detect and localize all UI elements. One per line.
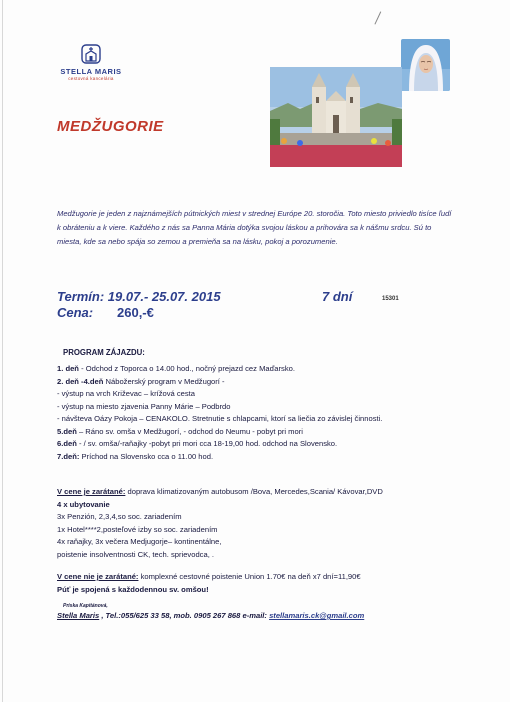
company-logo (56, 43, 126, 81)
price-excludes (57, 571, 477, 596)
excludes-text: komplexné cestovné poistenie Union 1.70€ na deň x7 dní=11,90€ (138, 572, 361, 581)
virgin-mary-photo (401, 39, 450, 91)
includes-text: doprava klimatizovaným autobusom /Bova, Mercedes,Scania/ Kávovar,DVD (125, 487, 383, 496)
logo-subtitle: cestovná kancelária (68, 76, 114, 81)
program-day: 2. deň -4.deň (57, 376, 104, 386)
program-text: - / sv. omša/-raňajky -pobyt pri mori cca 18-19,00 hod. odchod na Slovensko. (76, 439, 338, 448)
pen-mark (362, 5, 382, 24)
program-row (57, 401, 457, 414)
intro-paragraph: Medžugorie je jeden z najznámejších pútnických miest v strednej Európe 20. storočia. Toto miesto priviedlo tisíce ľudí k obráteniu a k viere. Každého z nás sa Panna Mária dotýka svojou láskou a prihovára sa k nášmu srdcu. Sú to miesta, kde sa nebo spája so zemou a premieňa sa na lásku, pokoj a porozumenie. (57, 209, 452, 246)
includes-line (57, 486, 477, 499)
price-includes (57, 486, 477, 561)
includes-item: 4x raňajky, 3x večera Medjugorje– kontinentálne, (57, 537, 222, 546)
program-row (57, 426, 457, 439)
church-emblem-icon (80, 43, 102, 65)
program-list (57, 363, 457, 463)
program-heading: PROGRAM ZÁJAZDU: (63, 348, 145, 357)
program-row (57, 388, 457, 401)
program-row (57, 413, 457, 426)
program-text: - návšteva Oázy Pokoja – CENAKOLO. Stretnutie s chlapcami, ktorí sa liečia zo závislej činnosti. (57, 414, 383, 423)
excludes-line (57, 571, 477, 584)
price-label: Cena: (57, 305, 94, 320)
includes-item: 1x Hotel****2,posteľové izby so soc. zariadením (57, 524, 218, 534)
contact-details: , Tel.:055/625 33 58, mob. 0905 267 868 e-mail: (99, 611, 270, 620)
program-text: Príchod na Slovensko cca o 11.00 hod. (79, 451, 214, 461)
logo-name: STELLA MARIS (60, 67, 122, 76)
program-day: 6.deň (57, 439, 77, 448)
program-row (57, 363, 457, 376)
program-text: – Ráno sv. omša v Medžugorí, - odchod do Neumu - pobyt pri mori (76, 426, 303, 436)
includes-label: V cene je zarátané: (57, 487, 126, 496)
program-text: Nábožerský program v Medžugorí - (103, 376, 225, 386)
program-day: 1. deň (57, 364, 79, 373)
contact-name: Stella Maris (57, 611, 100, 620)
program-row (57, 438, 457, 451)
excludes-label: V cene nie je zarátané: (57, 572, 139, 581)
contact-line (57, 611, 364, 620)
scan-edge-line (2, 0, 3, 702)
contact-email-link[interactable]: stellamaris.ck@gmail.com (269, 611, 365, 620)
signer-name: Priska Kapitánová, (63, 603, 108, 609)
includes-item: 3x Penzión, 2,3,4,so soc. zariadením (57, 512, 182, 521)
program-day: 5.deň (57, 426, 77, 436)
includes-item: poistenie insolventnosti CK, tech. sprievodca, . (57, 549, 215, 559)
page-title: MEDŽUGORIE (57, 118, 164, 135)
church-photo (270, 67, 402, 167)
program-text: - Odchod z Toporca o 14.00 hod., nočný prejazd cez Maďarsko. (78, 364, 295, 373)
trip-duration: 7 dní (322, 289, 353, 304)
program-day: 7.deň: (57, 451, 80, 461)
trip-dates: Termín: 19.07.- 25.07. 2015 (57, 289, 221, 304)
trip-code: 15301 (382, 296, 399, 302)
price-value: 260,-€ (117, 305, 154, 320)
accommodation-heading: 4 x ubytovanie (57, 499, 110, 509)
mass-note: Púť je spojená s každodennou sv. omšou! (57, 584, 209, 594)
program-text: - výstup na miesto zjavenia Panny Márie – Podbrdo (57, 401, 231, 411)
program-text: - výstup na vrch Križevac – krížová cesta (57, 389, 196, 398)
program-row (57, 376, 457, 389)
program-row (57, 451, 457, 464)
